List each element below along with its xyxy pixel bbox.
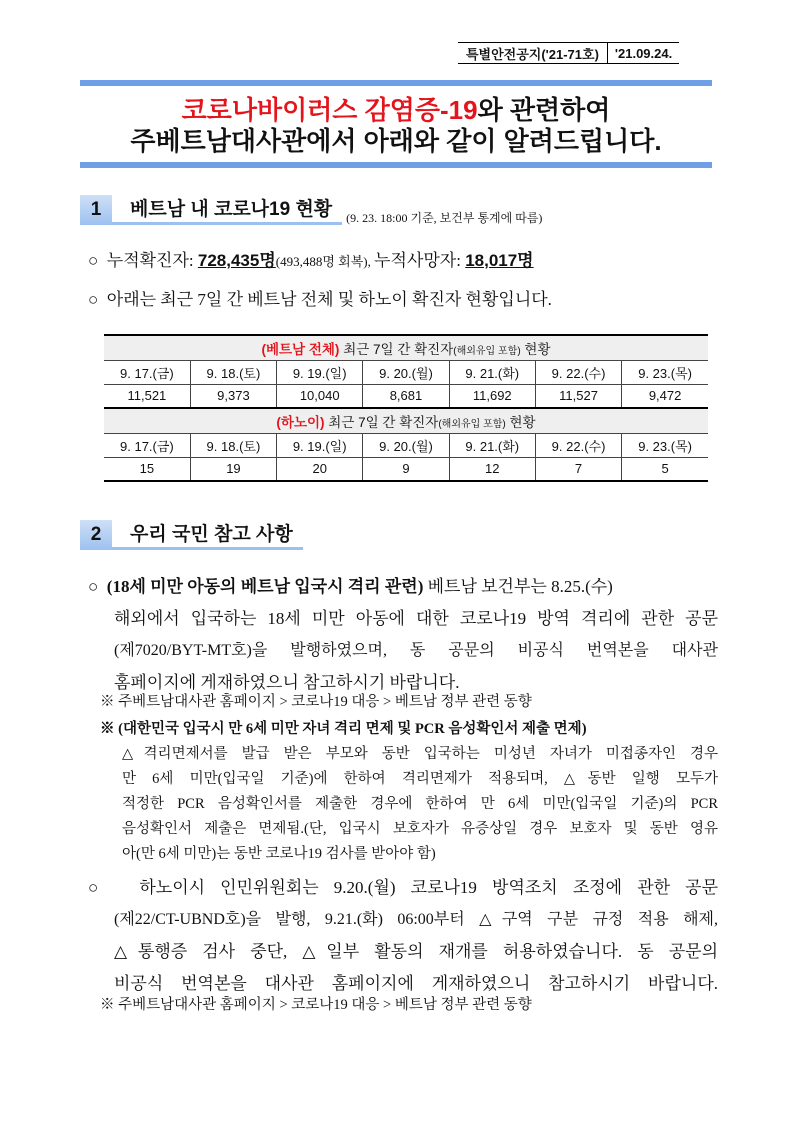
text: 비공식 번역본을 대사관 홈페이지에 게재하였으니 참고하시기 바랍니다.: [114, 974, 718, 993]
text: △통행증 검사 중단, △일부 활동의 재개를 허용하였습니다. 동 공문의: [114, 942, 718, 961]
notice-heading: ※ (대한민국 입국시 만 6세 미만 자녀 격리 면제 및 PCR 음성확인서 제출 면제): [100, 721, 587, 737]
cases-table: [104, 334, 708, 482]
bold-lead: (18세 미만 아동의 베트남 입국시 격리 관련): [106, 577, 424, 596]
bullet-intro: [88, 284, 552, 316]
notice-body: [122, 742, 718, 867]
text: 아래는 최근 7일 간 베트남 전체 및 하노이 확진자 현황입니다.: [106, 290, 552, 309]
text: (제22/CT-UBND호)을 발행, 9.21.(화) 06:00부터 △구역 구분 규정 적용 해제,: [114, 911, 718, 928]
death-count: 18,017명: [465, 251, 534, 270]
date-cell: 9. 21.(화): [449, 433, 535, 457]
case-count-cell: 11,692: [449, 384, 535, 408]
date-cell: 9. 20.(월): [363, 360, 449, 384]
text: 현황: [520, 341, 551, 357]
date-cell: 9. 23.(목): [622, 360, 708, 384]
date-cell: 9. 17.(금): [104, 433, 190, 457]
table-title: [104, 335, 708, 360]
date-row: [104, 433, 708, 457]
case-count-cell: 7: [535, 457, 621, 481]
case-count-cell: 9,373: [190, 384, 276, 408]
value-row: [104, 384, 708, 408]
case-count-cell: 11,527: [535, 384, 621, 408]
section-2-heading: [80, 520, 303, 550]
notice-header: [458, 42, 679, 64]
text: 적정한 PCR 음성확인서를 제출한 경우에 한하여 만 6세 미만(입국일 기준)의 PCR: [122, 796, 718, 812]
paragraph-2: [88, 872, 718, 904]
section-title: 우리 국민 참고 사항: [112, 520, 303, 550]
bullet-icon: ○: [88, 878, 110, 897]
case-count-cell: 12: [449, 457, 535, 481]
section-number: 2: [80, 520, 112, 550]
text: 최근 7일 간 확진자: [339, 341, 454, 357]
date-cell: 9. 17.(금): [104, 360, 190, 384]
bullet-icon: ○: [88, 290, 99, 309]
date-cell: 9. 21.(화): [449, 360, 535, 384]
title-region: (하노이): [276, 414, 325, 430]
date-cell: 9. 18.(토): [190, 360, 276, 384]
divider: [80, 162, 712, 168]
date-cell: 9. 23.(목): [622, 433, 708, 457]
case-count-cell: 5: [622, 457, 708, 481]
case-count-cell: 8,681: [363, 384, 449, 408]
text: 아(만 6세 미만)는 동반 코로나19 검사를 받아야 함): [122, 846, 436, 862]
date-cell: 9. 19.(일): [277, 433, 363, 457]
title-rest: 와 관련하여: [477, 95, 611, 125]
title-region: (베트남 전체): [261, 341, 340, 357]
text: 최근 7일 간 확진자: [324, 414, 439, 430]
date-cell: 9. 22.(수): [535, 360, 621, 384]
bullet-totals: [88, 245, 534, 278]
section-number: 1: [80, 195, 112, 225]
text: (해외유입 포함): [438, 418, 506, 430]
case-count-cell: 15: [104, 457, 190, 481]
reference-note: ※ 주베트남대사관 홈페이지 > 코로나19 대응 > 베트남 정부 관련 동향: [100, 997, 532, 1013]
page-title: [80, 95, 712, 157]
table-title-row: [104, 335, 708, 360]
notice-date: '21.09.24.: [607, 43, 679, 63]
text: 홈페이지에 게재하였으니 참고하시기 바랍니다.: [114, 673, 460, 692]
case-count-cell: 20: [277, 457, 363, 481]
bullet-icon: ○: [88, 577, 99, 596]
text: 베트남 보건부는 8.25.(수): [423, 577, 613, 596]
date-cell: 9. 18.(토): [190, 433, 276, 457]
recovered-count: (493,488명 회복),: [275, 254, 375, 269]
date-row: [104, 360, 708, 384]
text: 하노이시 인민위원회는 9.20.(월) 코로나19 방역조치 조정에 관한 공문: [139, 878, 718, 897]
text: 현황: [505, 414, 536, 430]
divider: [80, 80, 712, 86]
title-red: 코로나바이러스 감염증-19: [181, 95, 478, 125]
section-title: 베트남 내 코로나19 현황: [112, 195, 342, 225]
paragraph-1: [88, 571, 613, 603]
table-title-row: [104, 408, 708, 433]
section-note: (9. 23. 18:00 기준, 보건부 통계에 따름): [346, 210, 543, 225]
case-count-cell: 10,040: [277, 384, 363, 408]
text: 해외에서 입국하는 18세 미만 아동에 대한 코로나19 방역 격리에 관한 공문: [114, 609, 718, 628]
case-count-cell: 11,521: [104, 384, 190, 408]
notice-number: 특별안전공지('21-71호): [466, 46, 599, 62]
text: △격리면제서를 발급 받은 부모와 동반 입국하는 미성년 자녀가 미접종자인 경우: [122, 746, 718, 762]
reference-note: ※ 주베트남대사관 홈페이지 > 코로나19 대응 > 베트남 정부 관련 동향: [100, 694, 532, 710]
date-cell: 9. 19.(일): [277, 360, 363, 384]
case-count-cell: 19: [190, 457, 276, 481]
title-line2: 주베트남대사관에서 아래와 같이 알려드립니다.: [130, 126, 662, 156]
confirmed-count: 728,435명: [197, 251, 276, 270]
section-1-heading: [80, 195, 542, 225]
text: 음성확인서 제출은 면제됨.(단, 입국시 보호자가 유증상일 경우 보호자 및 동반 영유: [122, 821, 718, 837]
date-cell: 9. 22.(수): [535, 433, 621, 457]
text: (제7020/BYT-MT호)을 발행하였으며, 동 공문의 비공식 번역본을 대사관: [114, 642, 718, 659]
label: 누적사망자:: [374, 251, 466, 270]
case-count-cell: 9,472: [622, 384, 708, 408]
text: 만 6세 미만(입국일 기준)에 한하여 격리면제가 적용되며, △동반 일행 모두가: [122, 771, 718, 787]
case-count-cell: 9: [363, 457, 449, 481]
table-title: [104, 408, 708, 433]
text: (해외유입 포함): [453, 345, 521, 357]
bullet-icon: ○: [88, 251, 99, 270]
value-row: [104, 457, 708, 481]
date-cell: 9. 20.(월): [363, 433, 449, 457]
label: 누적확진자:: [106, 251, 198, 270]
